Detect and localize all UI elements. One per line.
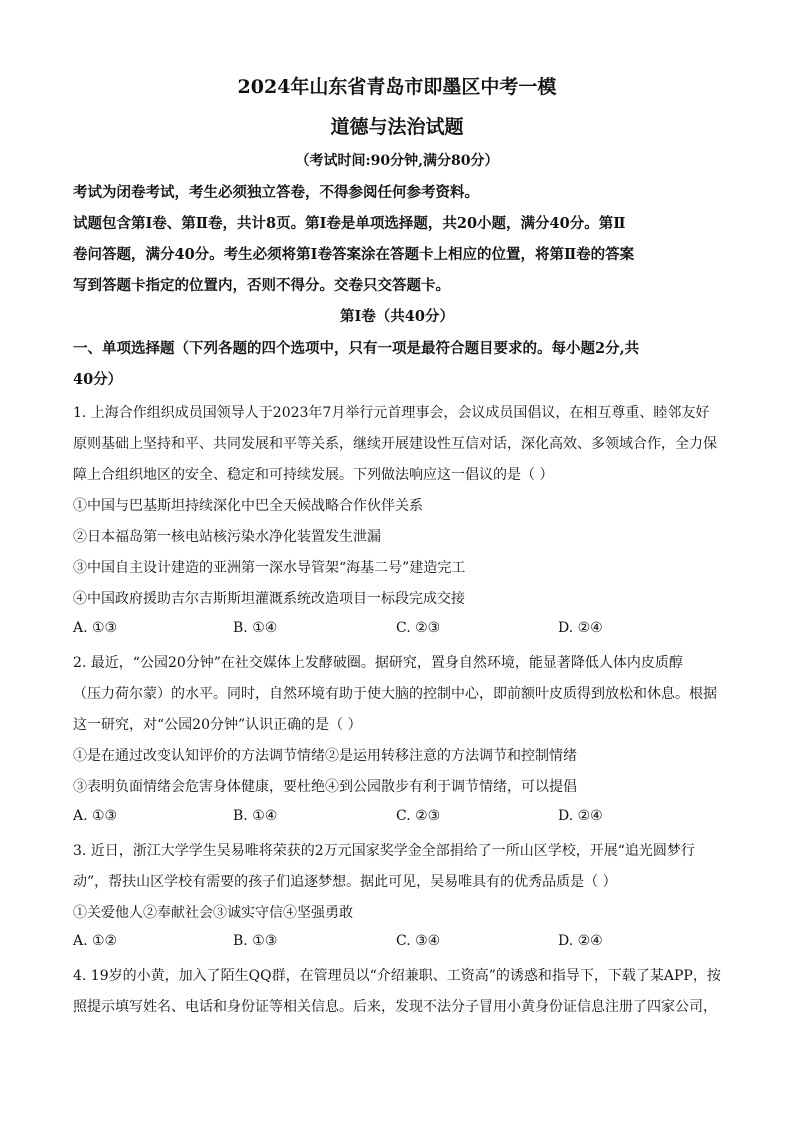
part-title: 第Ⅰ卷（共40分） [340,308,454,325]
question-2-option-d[interactable]: D. ②④ [558,808,603,824]
question-2-statement: ①是在通过改变认知评价的方法调节情绪②是运用转移注意的方法调节和控制情绪 [73,748,577,764]
section-heading: 一、单项选择题（下列各题的四个选项中，只有一项是最符合题目要求的。每小题2分,共 [73,340,640,357]
question-3-text: 动”，帮扶山区学校有需要的孩子们追逐梦想。据此可见，吴易唯具有的优秀品质是（ ） [73,874,617,890]
question-1-option-b[interactable]: B. ①④ [233,620,278,636]
question-1-text: 障上合组织地区的安全、稳定和可持续发展。下列做法响应这一倡议的是（ ） [73,467,554,483]
question-1-statement: ②日本福岛第一核电站核污染水净化装置发生泄漏 [73,529,381,545]
exam-title: 2024年山东省青岛市即墨区中考一模 [237,76,557,98]
question-3-statement: ①关爱他人②奉献社会③诚实守信④坚强勇敢 [73,905,353,921]
question-2-option-b[interactable]: B. ①④ [233,808,278,824]
question-2-text: （压力荷尔蒙）的水平。同时，自然环境有助于使大脑的控制中心，即前额叶皮质得到放松和休息。根据 [73,686,717,702]
question-2-option-a[interactable]: A. ①③ [73,808,118,824]
instruction-line: 写到答题卡指定的位置内，否则不得分。交卷只交答题卡。 [73,277,450,294]
question-1-text: 原则基础上坚持和平、共同发展和平等关系，继续开展建设性互信对话，深化高效、多领域合作，全力保 [73,436,717,452]
question-2-option-c[interactable]: C. ②③ [396,808,441,824]
question-1-statement: ④中国政府援助吉尔吉斯斯坦灌溉系统改造项目一标段完成交接 [73,591,465,607]
instruction-line: 卷问答题，满分40分。考生必须将第Ⅰ卷答案涂在答题卡上相应的位置，将第Ⅱ卷的答案 [73,246,635,263]
question-3-option-d[interactable]: D. ②④ [558,933,603,949]
question-2-text: 2. 最近，“公园20分钟”在社交媒体上发酵破圈。据研究，置身自然环境，能显著降低人体内皮质醇 [73,655,683,671]
question-1-statement: ③中国自主设计建造的亚洲第一深水导管架“海基二号”建造完工 [73,560,466,576]
question-4-text: 照提示填写姓名、电话和身份证等相关信息。后来，发现不法分子冒用小黄身份证信息注册了四家公司， [73,999,717,1015]
question-3-option-c[interactable]: C. ③④ [396,933,441,949]
question-4-text: 4. 19岁的小黄，加入了陌生QQ群，在管理员以“介绍兼职、工资高”的诱惑和指导下，下载了某APP，按 [73,968,721,984]
section-heading: 40分） [73,371,123,388]
question-1-option-c[interactable]: C. ②③ [396,620,441,636]
question-1-text: 1. 上海合作组织成员国领导人于2023年7月举行元首理事会，会议成员国倡议，在相互尊重、睦邻友好 [73,405,710,421]
question-2-statement: ③表明负面情绪会危害身体健康，要杜绝④到公园散步有利于调节情绪，可以提倡 [73,779,577,795]
question-1-statement: ①中国与巴基斯坦持续深化中巴全天候战略合作伙伴关系 [73,498,423,514]
question-3-text: 3. 近日，浙江大学学生吴易唯将荣获的2万元国家奖学金全部捐给了一所山区学校，开展“追光圆梦行 [73,843,695,859]
exam-info: （考试时间:90分钟,满分80分） [295,153,499,169]
subject-title: 道德与法治试题 [330,116,464,138]
question-1-option-d[interactable]: D. ②④ [558,620,603,636]
question-3-option-b[interactable]: B. ①③ [233,933,278,949]
instruction-line: 试题包含第Ⅰ卷、第Ⅱ卷，共计8页。第Ⅰ卷是单项选择题，共20小题，满分40分。第Ⅱ [73,215,626,232]
instruction-line: 考试为闭卷考试，考生必须独立答卷，不得参阅任何参考资料。 [73,184,479,201]
question-3-option-a[interactable]: A. ①② [73,933,118,949]
question-1-option-a[interactable]: A. ①③ [73,620,118,636]
question-2-text: 这一研究，对“公园20分钟”认识正确的是（ ） [73,717,362,733]
